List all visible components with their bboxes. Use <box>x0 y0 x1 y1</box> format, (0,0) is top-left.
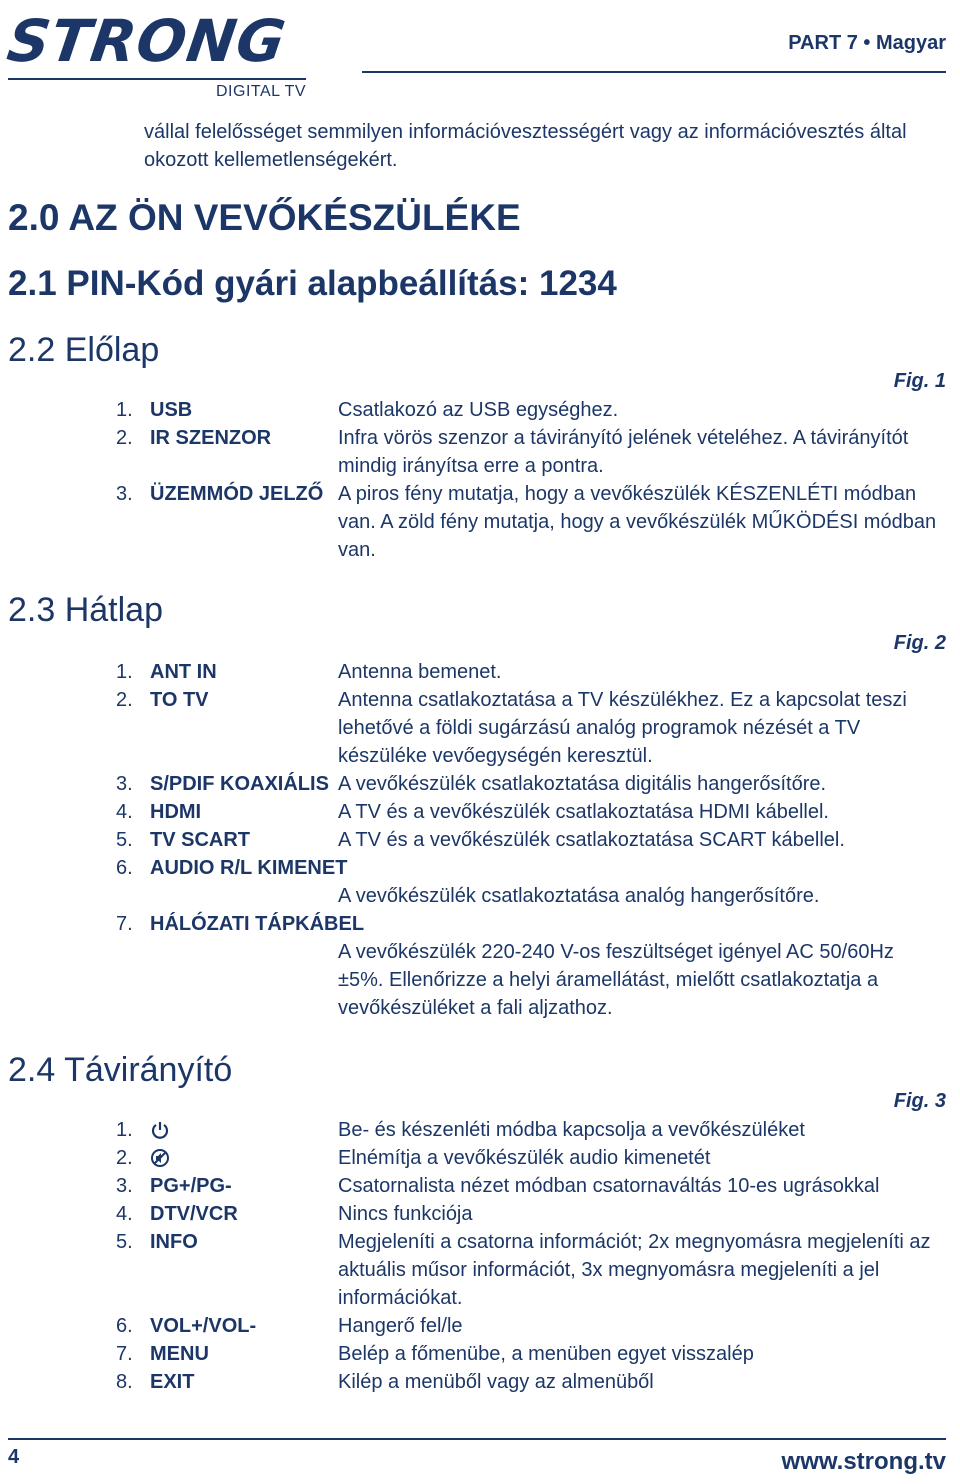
item-description: A vevőkészülék csatlakoztatása analóg hangerősítőre. <box>338 885 820 907</box>
item-label: USB <box>150 399 193 421</box>
remote-item <box>116 1144 946 1172</box>
item-label: TV SCART <box>150 829 250 851</box>
item-label: IR SZENZOR <box>150 427 272 449</box>
item-number: 5. <box>116 829 133 851</box>
item-label: DTV/VCR <box>150 1203 238 1225</box>
item-label: EXIT <box>150 1371 195 1393</box>
mute-icon <box>150 1148 170 1168</box>
item-number: 8. <box>116 1371 133 1393</box>
back-item <box>116 798 946 826</box>
item-number: 4. <box>116 1203 133 1225</box>
remote-item <box>116 1172 946 1200</box>
heading-2-4: 2.4 Távirányító <box>8 1051 233 1089</box>
remote-item <box>116 1228 946 1312</box>
item-label: PG+/PG- <box>150 1175 232 1197</box>
power-icon <box>150 1120 170 1140</box>
remote-item <box>116 1368 946 1396</box>
item-description: A vevőkészülék 220-240 V-os feszültséget igényel AC 50/60Hz ±5%. Ellenőrizze a helyi áramellátást, mielőtt csatlakoztatja a vevőkészüléket a fali aljzathoz. <box>338 941 894 1019</box>
website-url: www.strong.tv <box>781 1448 946 1475</box>
part-label: PART 7 • Magyar <box>788 32 946 54</box>
front-item <box>116 396 946 424</box>
item-description: Antenna bemenet. <box>338 661 502 683</box>
page-number: 4 <box>8 1446 20 1468</box>
item-description: Megjeleníti a csatorna információt; 2x megnyomásra megjeleníti az aktuális műsor információt, 3x megnyomásra megjeleníti a jel információkat. <box>338 1231 931 1309</box>
item-label: S/PDIF KOAXIÁLIS <box>150 773 329 795</box>
remote-item <box>116 1116 946 1144</box>
item-description: A TV és a vevőkészülék csatlakoztatása SCART kábellel. <box>338 829 845 851</box>
front-item <box>116 424 909 480</box>
item-number: 7. <box>116 913 133 935</box>
item-number: 1. <box>116 661 133 683</box>
item-label: VOL+/VOL- <box>150 1315 257 1337</box>
back-item <box>116 854 946 910</box>
item-number: 3. <box>116 1175 133 1197</box>
item-number: 3. <box>116 483 133 505</box>
item-description: Kilép a menüből vagy az almenüből <box>338 1371 654 1393</box>
intro-paragraph: vállal felelősséget semmilyen információvesztességért vagy az információvesztés által okozott kellemetlenségekért. <box>144 121 907 171</box>
item-number: 5. <box>116 1231 133 1253</box>
brand-logo <box>3 6 308 100</box>
item-number: 1. <box>116 1119 133 1141</box>
heading-2-2: 2.2 Előlap <box>8 331 160 369</box>
item-description: Be- és készenléti módba kapcsolja a vevőkészüléket <box>338 1119 805 1141</box>
item-number: 2. <box>116 689 133 711</box>
item-description: Nincs funkciója <box>338 1203 473 1225</box>
item-description: Infra vörös szenzor a távirányító jelének vételéhez. A távirányítót mindig irányítsa erre a pontra. <box>338 427 909 477</box>
item-label: HÁLÓZATI TÁPKÁBEL <box>150 913 365 935</box>
heading-2-1: 2.1 PIN-Kód gyári alapbeállítás: 1234 <box>8 264 617 303</box>
back-item <box>116 770 946 798</box>
heading-2-3: 2.3 Hátlap <box>8 591 163 629</box>
heading-2-0: 2.0 AZ ÖN VEVŐKÉSZÜLÉKE <box>8 197 521 238</box>
item-label: MENU <box>150 1343 209 1365</box>
logo-text: STRONG <box>3 7 291 75</box>
item-label: ANT IN <box>150 661 217 683</box>
fig-3-label: Fig. 3 <box>893 1090 946 1112</box>
item-number: 2. <box>116 1147 133 1169</box>
back-item <box>116 658 946 686</box>
item-description: A vevőkészülék csatlakoztatása digitális hangerősítőre. <box>338 773 827 795</box>
fig-1-label: Fig. 1 <box>893 370 946 392</box>
item-description: Belép a főmenübe, a menüben egyet visszalép <box>338 1343 754 1365</box>
item-number: 4. <box>116 801 133 823</box>
item-description: Csatornalista nézet módban csatornaváltás 10-es ugrásokkal <box>338 1175 880 1197</box>
item-number: 1. <box>116 399 133 421</box>
remote-item <box>116 1340 946 1368</box>
item-description: Antenna csatlakoztatása a TV készülékhez. Ez a kapcsolat teszi lehetővé a földi sugárzású analóg programok nézését a TV készüléke vevőegységén keresztül. <box>338 689 907 767</box>
header-divider <box>362 71 946 73</box>
footer-divider <box>8 1438 946 1440</box>
item-label: ÜZEMMÓD JELZŐ <box>150 483 324 505</box>
remote-item <box>116 1200 946 1228</box>
item-description: Csatlakozó az USB egységhez. <box>338 399 619 421</box>
back-item <box>116 686 946 770</box>
item-number: 3. <box>116 773 133 795</box>
item-label: HDMI <box>150 801 202 823</box>
back-item <box>116 910 946 1022</box>
item-number: 6. <box>116 857 133 879</box>
item-label: AUDIO R/L KIMENET <box>150 857 348 879</box>
item-number: 6. <box>116 1315 133 1337</box>
item-label: TO TV <box>150 689 209 711</box>
fig-2-label: Fig. 2 <box>893 632 946 654</box>
item-description: Elnémítja a vevőkészülék audio kimenetét <box>338 1147 711 1169</box>
item-number: 2. <box>116 427 133 449</box>
remote-item <box>116 1312 946 1340</box>
logo-underline <box>8 78 306 80</box>
item-description: A TV és a vevőkészülék csatlakoztatása HDMI kábellel. <box>338 801 829 823</box>
back-item <box>116 826 946 854</box>
item-label: INFO <box>150 1231 198 1253</box>
item-description: Hangerő fel/le <box>338 1315 463 1337</box>
logo-subtitle: DIGITAL TV <box>216 83 307 100</box>
item-description: A piros fény mutatja, hogy a vevőkészülék KÉSZENLÉTI módban van. A zöld fény mutatja, hogy a vevőkészülék MŰKÖDÉSI módban van. <box>338 483 937 561</box>
front-item <box>116 480 946 564</box>
item-number: 7. <box>116 1343 133 1365</box>
